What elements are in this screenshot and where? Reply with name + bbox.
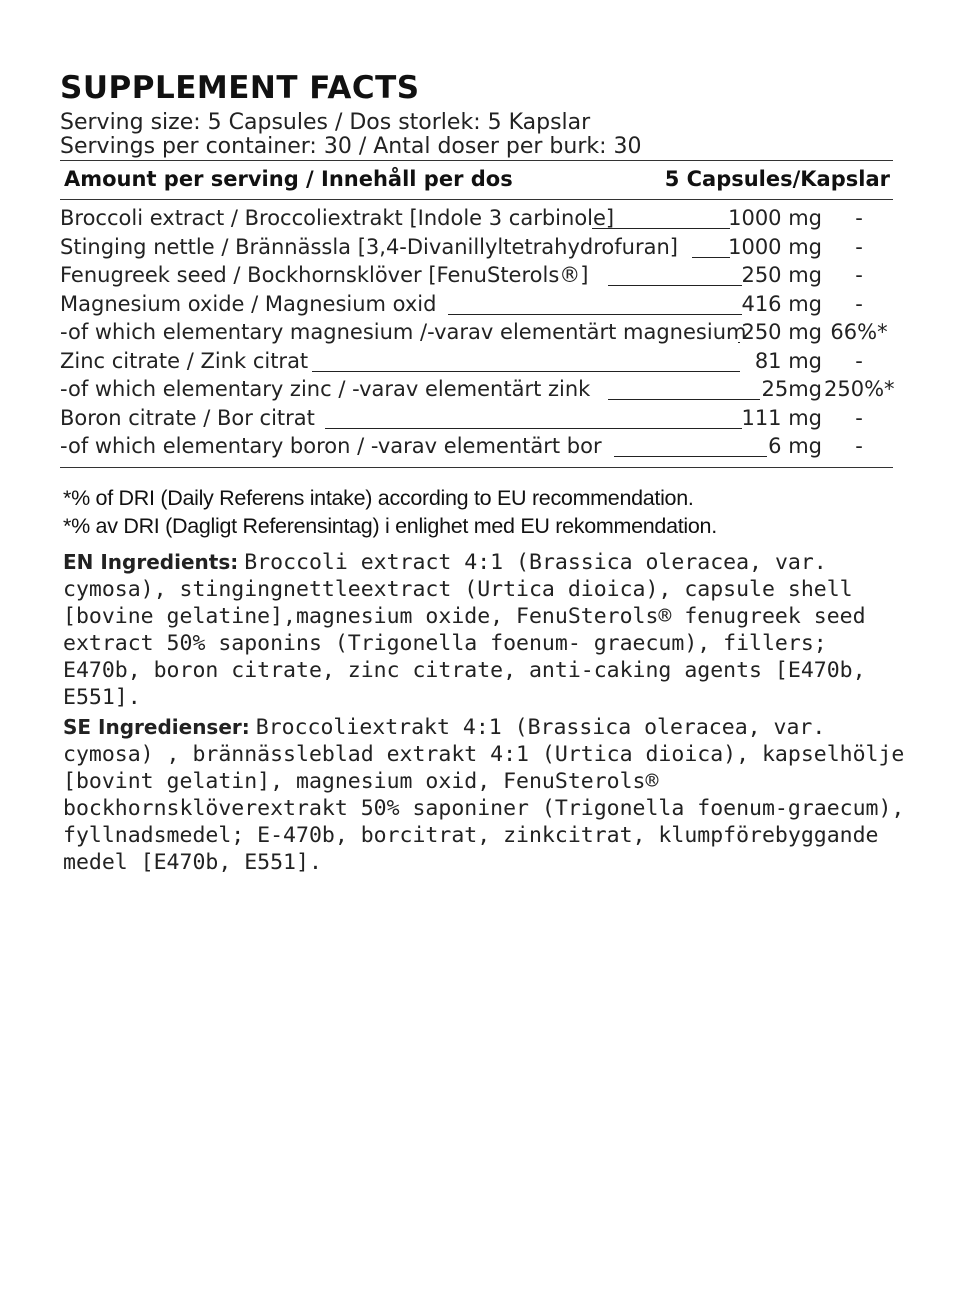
- leader-line: [312, 371, 740, 372]
- fact-dri: -: [855, 206, 863, 230]
- page-title: SUPPLEMENT FACTS: [60, 70, 420, 106]
- fact-dri: -: [855, 348, 863, 373]
- ingredients-se: [63, 714, 913, 876]
- fact-label: Stinging nettle / Brännässla [3,4-Divanillyltetrahydrofuran]: [60, 234, 678, 259]
- fact-amount: 250 mg: [741, 320, 822, 344]
- ingredients-en-text: Broccoli extract 4:1 (Brassica oleracea, var. cymosa), stingingnettleextract (Urtica dioica), capsule shell [bovine gelatine],magnesium oxide, FenuSterols® fenugreek seed extract 50% saponins (Trigonella foenum- graecum), fillers; E470b, boron citrate, zinc citrate, anti-caking agents [E470b, E551].: [63, 550, 866, 710]
- top-divider: [60, 160, 893, 161]
- leader-line: [738, 342, 740, 343]
- table-row: [60, 233, 900, 262]
- fact-amount: 250 mg: [741, 263, 822, 287]
- fact-label: Magnesium oxide / Magnesium oxid: [60, 291, 437, 316]
- bottom-divider: [60, 467, 893, 468]
- fact-dri: -: [855, 434, 863, 458]
- ingredients-se-heading: SE Ingredienser:: [63, 715, 250, 739]
- table-row: [60, 290, 900, 319]
- fact-label: -of which elementary boron / -varav elementärt bor: [60, 434, 602, 458]
- table-row: [60, 318, 900, 347]
- fact-label: -of which elementary magnesium /-varav elementärt magnesium: [60, 320, 747, 344]
- table-row: [60, 404, 900, 433]
- fact-dri: 250%*: [824, 377, 895, 401]
- leader-line: [608, 399, 760, 400]
- serving-size: Serving size: 5 Capsules / Dos storlek: 5 Kapslar: [60, 110, 591, 135]
- fact-label: Fenugreek seed / Bockhornsklöver [FenuSterols®]: [60, 263, 589, 287]
- fact-dri: -: [855, 263, 863, 287]
- leader-line: [614, 456, 767, 457]
- fact-amount: 111 mg: [741, 405, 822, 430]
- leader-line: [692, 257, 730, 258]
- leader-line: [608, 285, 742, 286]
- ingredients-en: [63, 549, 913, 711]
- table-row: [60, 261, 900, 290]
- leader-line: [325, 428, 742, 429]
- fact-amount: 6 mg: [768, 434, 822, 458]
- table-row: [60, 375, 900, 404]
- table-row: [60, 432, 900, 461]
- fact-label: -of which elementary zinc / -varav elementärt zink: [60, 377, 591, 401]
- fact-label: Zinc citrate / Zink citrat: [60, 348, 309, 373]
- fact-dri: -: [855, 234, 863, 259]
- fact-label: Broccoli extract / Broccoliextrakt [Indole 3 carbinole]: [60, 206, 615, 230]
- fact-amount: 1000 mg: [728, 234, 822, 259]
- ingredients-se-text: Broccoliextrakt 4:1 (Brassica oleracea, var. cymosa) , brännässleblad extrakt 4:1 (Urtica dioica), kapselhölje [bovint gelatin], magnesium oxid, FenuSterols® bockhornsklöverextrakt 50% saponiner (Trigonella foenum-graecum), fyllnadsmedel; E-470b, borcitrat, zinkcitrat, klumpförebyggande medel [E470b, E551].: [63, 715, 905, 875]
- fact-amount: 25mg: [761, 377, 822, 401]
- fact-dri: 66%*: [830, 320, 888, 344]
- ingredients-en-heading: EN Ingredients:: [63, 550, 239, 574]
- amount-header-right: 5 Capsules/Kapslar: [664, 167, 890, 191]
- servings-per-container: Servings per container: 30 / Antal doser per burk: 30: [60, 134, 642, 159]
- fact-amount: 416 mg: [741, 291, 822, 316]
- fact-amount: 81 mg: [754, 348, 822, 373]
- fact-amount: 1000 mg: [728, 206, 822, 230]
- amount-header-left: Amount per serving / Innehåll per dos: [64, 167, 513, 191]
- dri-note-en: *% of DRI (Daily Referens intake) according to EU recommendation.: [63, 486, 694, 510]
- leader-line: [592, 228, 730, 229]
- table-row: [60, 204, 900, 233]
- fact-dri: -: [855, 291, 863, 316]
- fact-label: Boron citrate / Bor citrat: [60, 405, 315, 430]
- dri-note-se: *% av DRI (Dagligt Referensintag) i enlighet med EU rekommendation.: [63, 514, 717, 538]
- table-row: [60, 347, 900, 376]
- header-divider: [60, 199, 893, 200]
- amount-header: [64, 167, 890, 191]
- fact-dri: -: [855, 405, 863, 430]
- leader-line: [448, 314, 742, 315]
- facts-table: [60, 204, 900, 461]
